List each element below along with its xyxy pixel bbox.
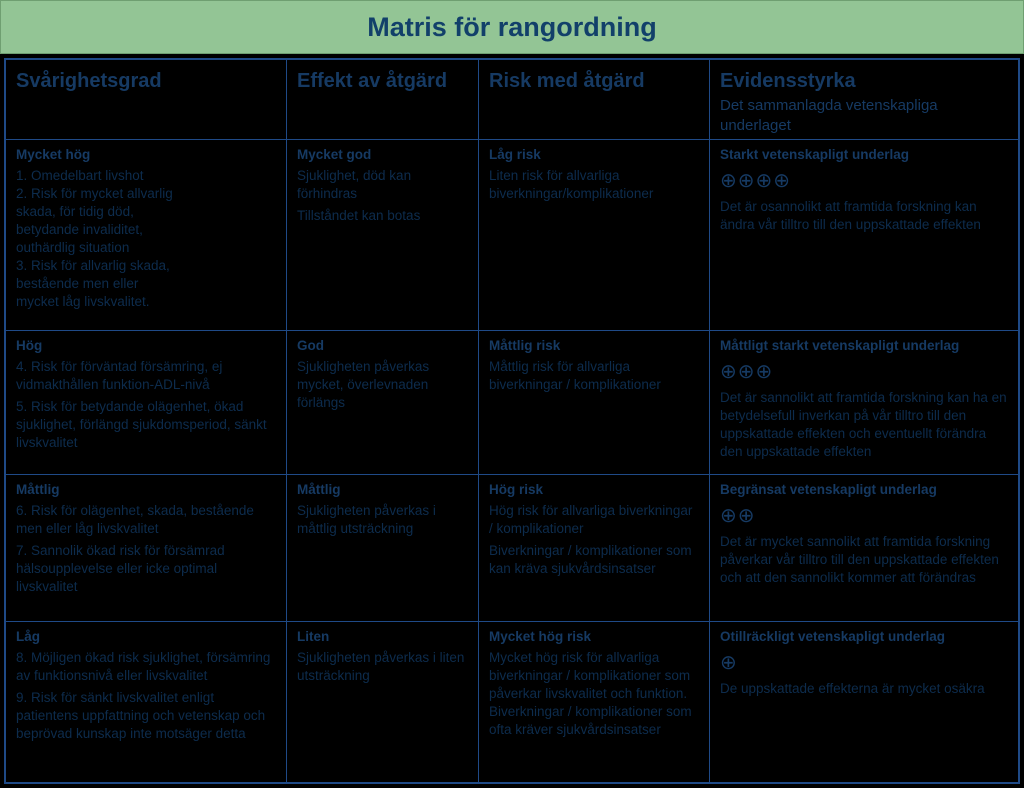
- severity-cell-low: [6, 622, 287, 782]
- severity-level: Mycket hög: [16, 147, 91, 162]
- effect-text: Sjuklighet, död kan förhindras: [297, 168, 412, 201]
- evidence-text: De uppskattade effekterna är mycket osäkra: [720, 681, 985, 696]
- evidence-plus-icons: ⊕⊕: [720, 505, 756, 527]
- effect-text: Sjukligheten påverkas mycket, överlevnaden förlängs: [297, 359, 430, 410]
- effect-level: Mycket god: [297, 147, 372, 162]
- risk-cell-low: [479, 140, 710, 331]
- severity-line: skada, för tidig död,: [16, 204, 134, 219]
- effect-level: God: [297, 338, 324, 353]
- severity-line: 1. Omedelbart livshot: [16, 168, 144, 183]
- severity-line: bestående men eller: [16, 276, 139, 291]
- effect-cell-small: [287, 622, 479, 782]
- risk-level: Låg risk: [489, 147, 541, 162]
- title-bar: [0, 0, 1024, 54]
- risk-text: Biverkningar / komplikationer som kan kräva sjukvårdsinsatser: [489, 543, 692, 576]
- header-effect-label: Effekt av åtgärd: [297, 70, 448, 92]
- effect-level: Liten: [297, 629, 330, 644]
- severity-cell-moderate: [6, 475, 287, 622]
- evidence-text: Det är mycket sannolikt att framtida forskning påverkar vår tilltro till den uppskattade effekten och att den sannolikt kommer att förändras: [720, 534, 999, 585]
- header-effect: [287, 60, 479, 140]
- evidence-cell-strong: [710, 140, 1018, 331]
- severity-line: 2. Risk för mycket allvarlig: [16, 186, 173, 201]
- evidence-cell-insufficient: [710, 622, 1018, 782]
- header-evidence-subtitle: Det sammanlagda vetenskapliga underlaget: [720, 97, 938, 134]
- severity-text: 9. Risk för sänkt livskvalitet enligt patientens uppfattning och vetenskap och beprövad kunskap inte motsäger detta: [16, 690, 266, 741]
- evidence-level: Otillräckligt vetenskapligt underlag: [720, 629, 946, 644]
- evidence-cell-limited: [710, 475, 1018, 622]
- risk-text: Liten risk för allvarliga biverkningar/komplikationer: [489, 168, 654, 201]
- risk-text: Måttlig risk för allvarliga biverkningar / komplikationer: [489, 359, 661, 392]
- severity-text: 8. Möjligen ökad risk sjuklighet, försämring av funktionsnivå eller livskvalitet: [16, 650, 271, 683]
- severity-cell-high: [6, 331, 287, 475]
- header-risk: [479, 60, 710, 140]
- header-severity: [6, 60, 287, 140]
- evidence-text: Det är osannolikt att framtida forskning kan ändra vår tilltro till den uppskattade effekten: [720, 199, 981, 232]
- severity-level: Måttlig: [16, 482, 60, 497]
- header-evidence-label: Evidensstyrka: [720, 70, 856, 92]
- evidence-plus-icons: ⊕: [720, 652, 738, 674]
- effect-cell-good: [287, 331, 479, 475]
- severity-level: Låg: [16, 629, 41, 644]
- risk-level: Måttlig risk: [489, 338, 561, 353]
- severity-level: Hög: [16, 338, 43, 353]
- effect-text: Tillståndet kan botas: [297, 208, 421, 223]
- header-evidence: [710, 60, 1018, 140]
- risk-cell-moderate: [479, 331, 710, 475]
- evidence-plus-icons: ⊕⊕⊕: [720, 361, 774, 383]
- severity-line: mycket låg livskvalitet.: [16, 294, 150, 309]
- risk-cell-very-high: [479, 622, 710, 782]
- effect-text: Sjukligheten påverkas i måttlig utsträckning: [297, 503, 436, 536]
- risk-level: Mycket hög risk: [489, 629, 592, 644]
- evidence-level: Måttligt starkt vetenskapligt underlag: [720, 338, 960, 353]
- risk-text: Hög risk för allvarliga biverkningar / komplikationer: [489, 503, 693, 536]
- severity-line: outhärdlig situation: [16, 240, 130, 255]
- header-risk-label: Risk med åtgärd: [489, 70, 645, 92]
- risk-cell-high: [479, 475, 710, 622]
- evidence-level: Begränsat vetenskapligt underlag: [720, 482, 937, 497]
- severity-text: 4. Risk för förväntad försämring, ej vidmakthållen funktion-ADL-nivå: [16, 359, 223, 392]
- severity-text: 5. Risk för betydande olägenhet, ökad sjuklighet, förlängd sjukdomsperiod, sänkt livskvalitet: [16, 399, 267, 450]
- effect-cell-very-good: [287, 140, 479, 331]
- effect-cell-moderate: [287, 475, 479, 622]
- evidence-plus-icons: ⊕⊕⊕⊕: [720, 170, 792, 192]
- ranking-matrix: [4, 58, 1020, 784]
- effect-text: Sjukligheten påverkas i liten utsträckning: [297, 650, 465, 683]
- risk-text: Mycket hög risk för allvarliga biverkningar / komplikationer som påverkar livskvalitet och funktion. Biverkningar / komplikationer som ofta kräver sjukvårdsinsatser: [489, 650, 692, 737]
- severity-line: 3. Risk för allvarlig skada,: [16, 258, 170, 273]
- header-severity-label: Svårighetsgrad: [16, 70, 162, 92]
- effect-level: Måttlig: [297, 482, 341, 497]
- evidence-text: Det är sannolikt att framtida forskning kan ha en betydelsefull inverkan på vår tilltro till den uppskattade effekten och eventuellt förändra den uppskattade effekten: [720, 390, 1007, 459]
- severity-text: 7. Sannolik ökad risk för försämrad hälsoupplevelse eller icke optimal livskvalitet: [16, 543, 225, 594]
- severity-line: betydande invaliditet,: [16, 222, 143, 237]
- risk-level: Hög risk: [489, 482, 544, 497]
- severity-text: 6. Risk för olägenhet, skada, bestående men eller låg livskvalitet: [16, 503, 254, 536]
- evidence-level: Starkt vetenskapligt underlag: [720, 147, 910, 162]
- severity-cell-very-high: [6, 140, 287, 331]
- evidence-cell-moderately-strong: [710, 331, 1018, 475]
- page-title: Matris för rangordning: [367, 11, 657, 42]
